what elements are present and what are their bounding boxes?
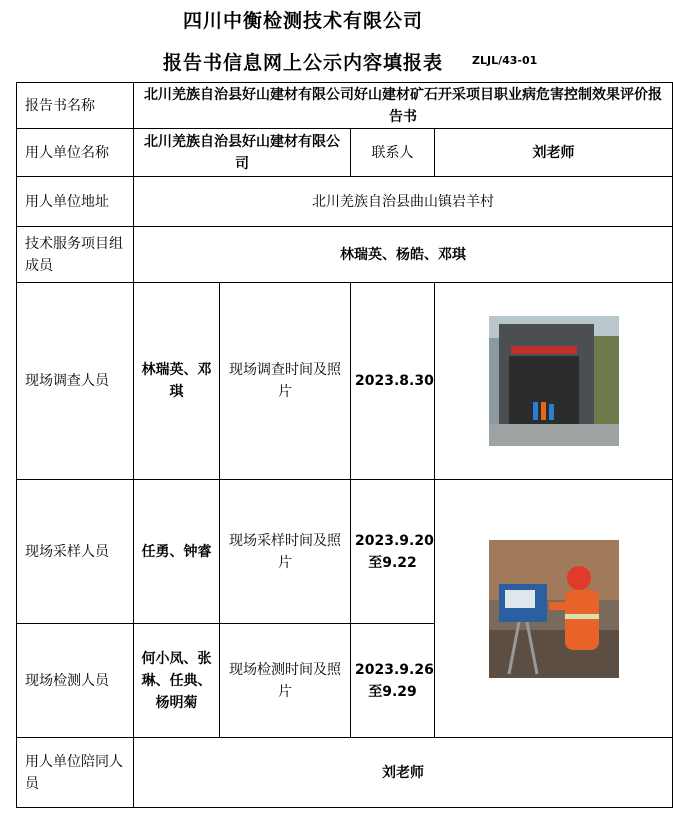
row-report-name (17, 83, 673, 129)
address-label: 用人单位地址 (17, 177, 134, 227)
row-survey (17, 283, 673, 480)
survey-time-label: 现场调查时间及照片 (220, 283, 351, 480)
mine-entrance-photo (489, 316, 619, 446)
row-sampling (17, 480, 673, 624)
sampling-label: 现场采样人员 (17, 480, 134, 624)
survey-label: 现场调查人员 (17, 283, 134, 480)
survey-persons: 林瑞英、邓琪 (134, 283, 220, 480)
report-name-value: 北川羌族自治县好山建材有限公司好山建材矿石开采项目职业病危害控制效果评价报告书 (134, 83, 673, 129)
row-address (17, 177, 673, 227)
testing-persons: 何小凤、张琳、任典、杨明菊 (134, 624, 220, 738)
contact-value: 刘老师 (435, 129, 673, 177)
row-accompany (17, 738, 673, 808)
testing-time-label: 现场检测时间及照片 (220, 624, 351, 738)
form-code: ZLJL/43-01 (472, 54, 538, 67)
accompany-value: 刘老师 (134, 738, 673, 808)
report-name-label: 报告书名称 (17, 83, 134, 129)
sampling-date: 2023.9.20至9.22 (351, 480, 435, 624)
testing-label: 现场检测人员 (17, 624, 134, 738)
employer-value: 北川羌族自治县好山建材有限公司 (134, 129, 351, 177)
contact-label: 联系人 (351, 129, 435, 177)
survey-photo-cell (435, 283, 673, 480)
company-title: 四川中衡检测技术有限公司 (182, 10, 423, 32)
row-team (17, 227, 673, 283)
testing-date: 2023.9.26至9.29 (351, 624, 435, 738)
address-value: 北川羌族自治县曲山镇岩羊村 (134, 177, 673, 227)
info-form-table (16, 82, 673, 808)
accompany-label: 用人单位陪同人员 (17, 738, 134, 808)
form-title: 报告书信息网上公示内容填报表 (162, 52, 443, 74)
row-employer (17, 129, 673, 177)
sampling-persons: 任勇、钟睿 (134, 480, 220, 624)
sampling-photo-cell (435, 480, 673, 738)
team-label: 技术服务项目组成员 (17, 227, 134, 283)
sampling-time-label: 现场采样时间及照片 (220, 480, 351, 624)
worker-sampling-photo (489, 540, 619, 678)
team-value: 林瑞英、杨皓、邓琪 (134, 227, 673, 283)
employer-label: 用人单位名称 (17, 129, 134, 177)
survey-date: 2023.8.30 (351, 283, 435, 480)
